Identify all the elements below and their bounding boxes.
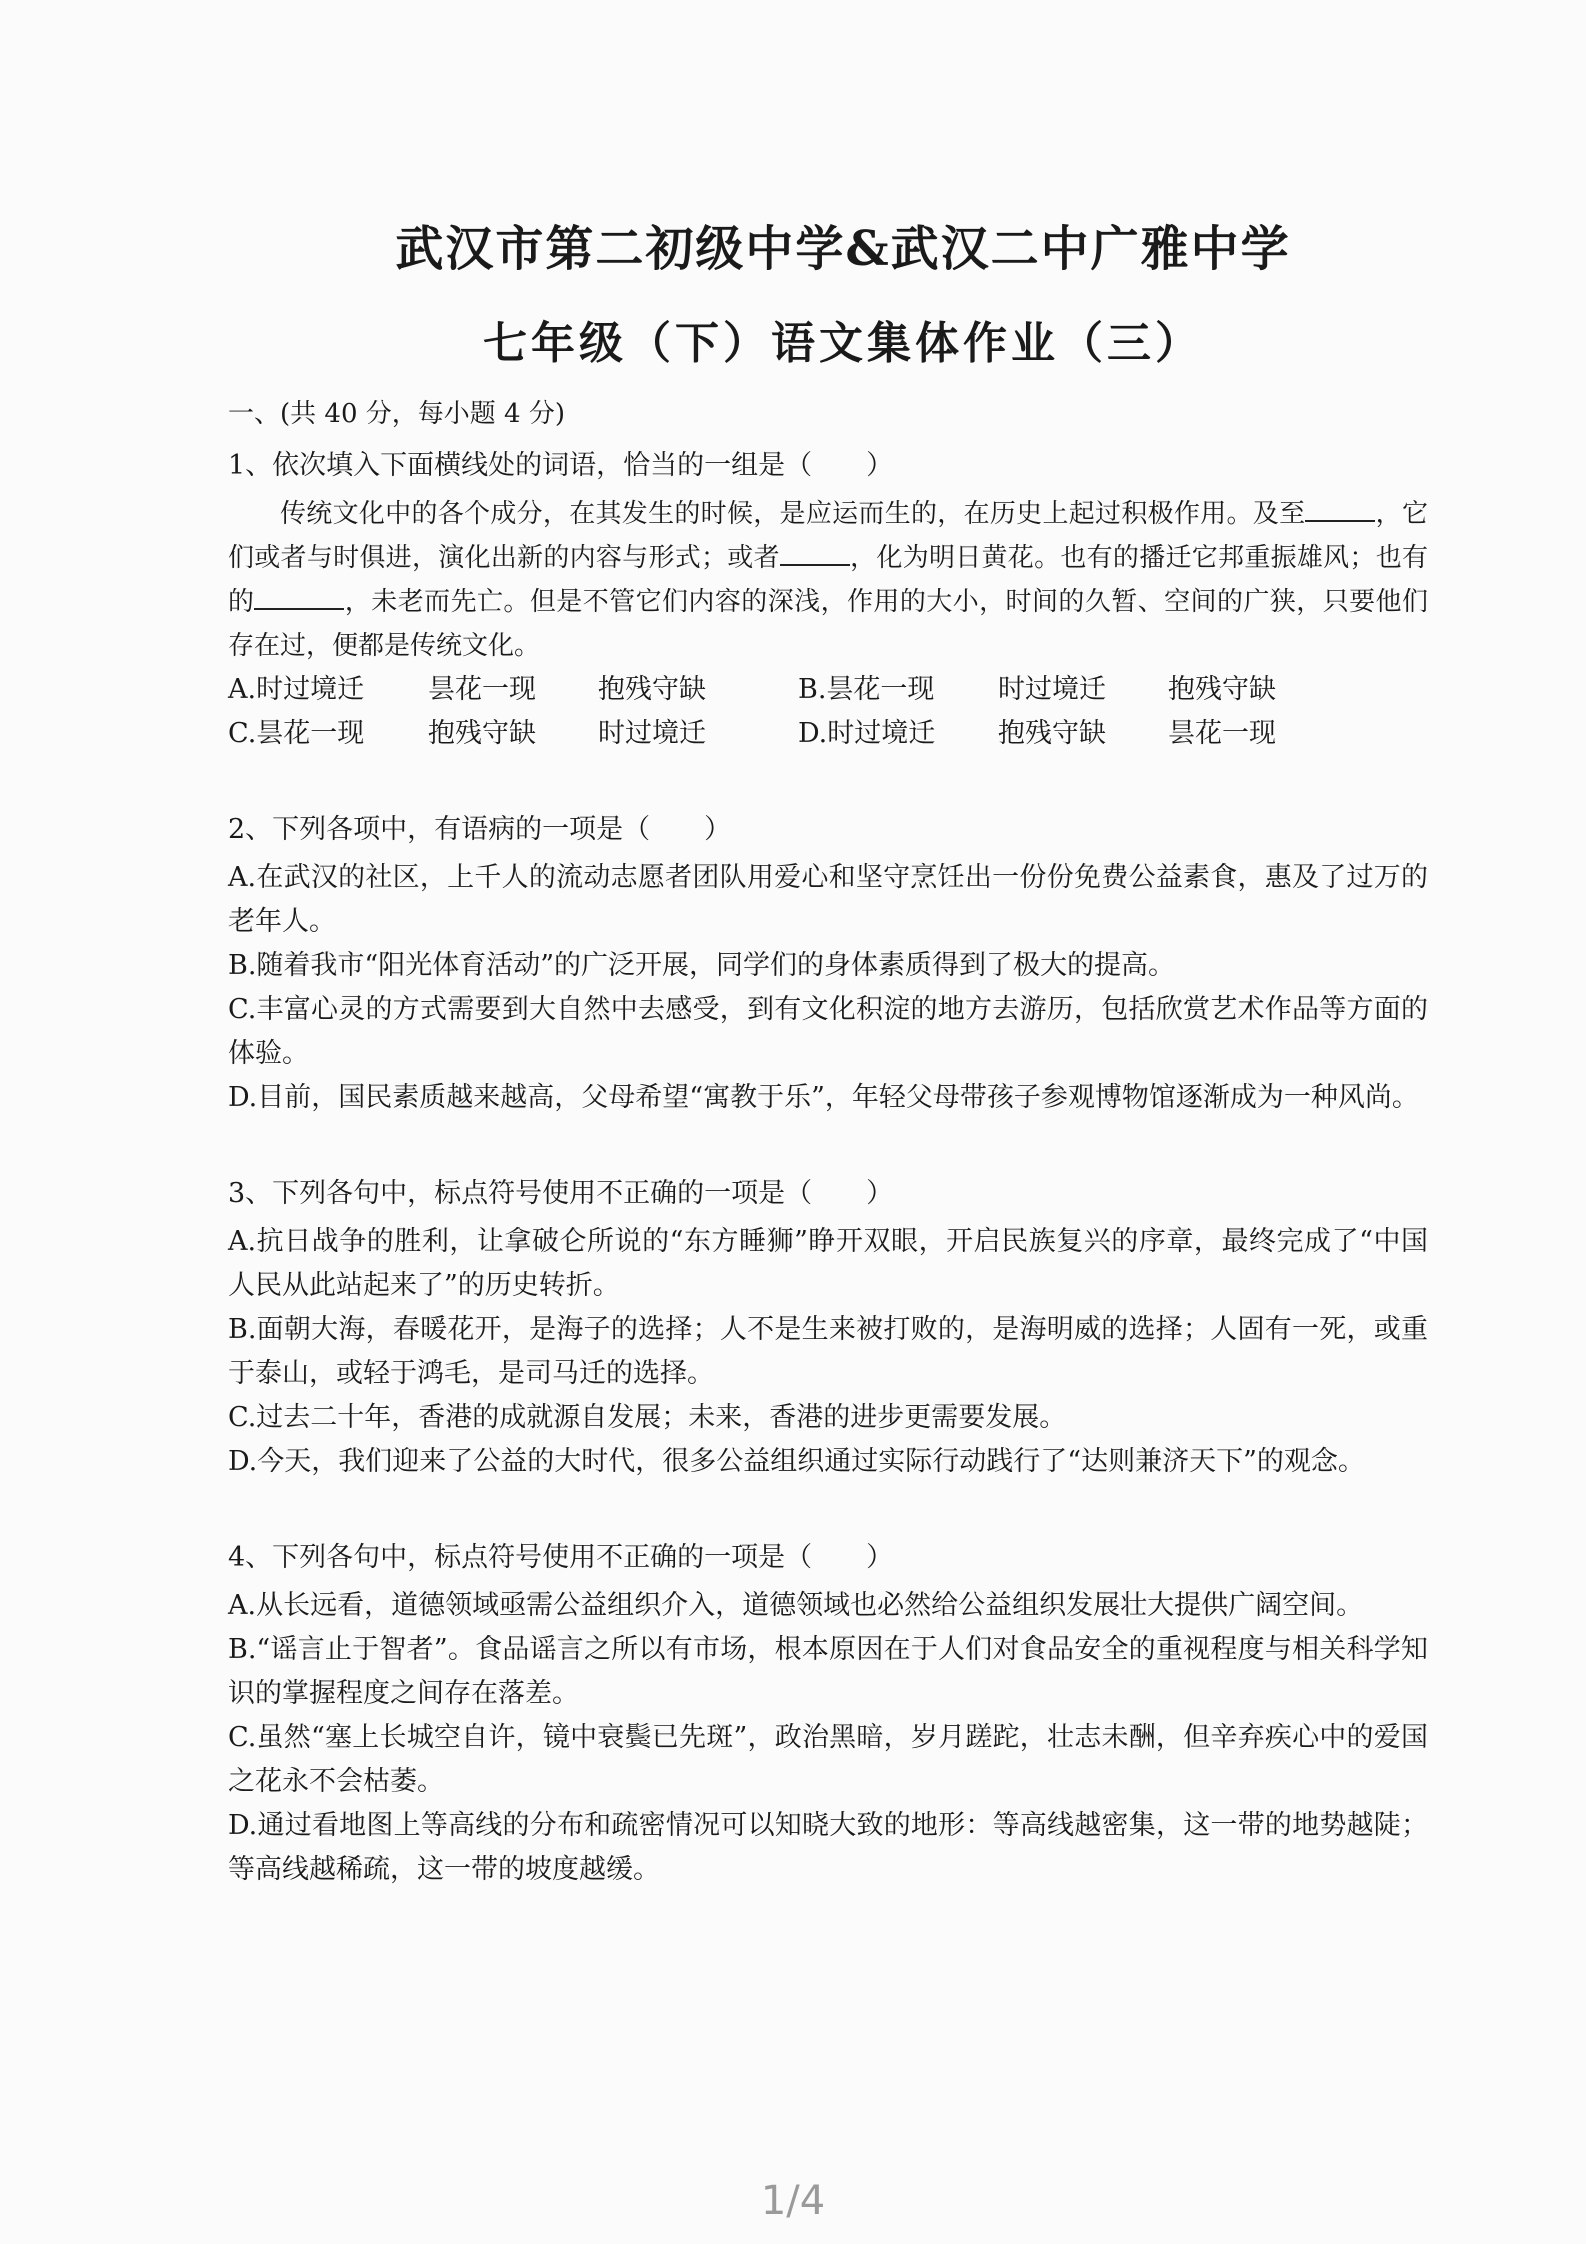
question-3-stem: 3、下列各句中，标点符号使用不正确的一项是（ ）: [228, 1178, 894, 1209]
passage-text: 传统文化中的各个成分，在其发生的时候，是应运而生的，在历史上起过积极作用。及至: [280, 499, 1306, 529]
passage-text: ，它们或者与时俱进，演化出新的内容与形式；或者: [228, 499, 1428, 573]
option-d: D.时过境迁: [798, 718, 936, 749]
question-1-passage: [228, 492, 1428, 668]
option-c: C.丰富心灵的方式需要到大自然中去感受，到有文化积淀的地方去游历，包括欣赏艺术作品等方面的体验。: [228, 994, 1428, 1069]
option-d-word: 昙花一现: [1168, 718, 1276, 749]
passage-text: ，未老而先亡。但是不管它们内容的深浅，作用的大小，时间的久暂、空间的广狭，只要他们存在过，便都是传统文化。: [228, 587, 1428, 661]
option-d: D.目前，国民素质越来越高，父母希望“寓教于乐”，年轻父母带孩子参观博物馆逐渐成为一种风尚。: [228, 1082, 1419, 1113]
option-a: A.在武汉的社区，上千人的流动志愿者团队用爱心和坚守烹饪出一份份免费公益素食，惠及了过万的老年人。: [228, 862, 1428, 937]
option-c: C.过去二十年，香港的成就源自发展；未来，香港的进步更需要发展。: [228, 1402, 1067, 1433]
option-d: D.今天，我们迎来了公益的大时代，很多公益组织通过实际行动践行了“达则兼济天下”的观念。: [228, 1446, 1365, 1477]
option-b: B.面朝大海，春暖花开，是海子的选择；人不是生来被打败的，是海明威的选择；人固有一死，或重于泰山，或轻于鸿毛，是司马迁的选择。: [228, 1314, 1428, 1389]
option-a: A.时过境迁: [228, 674, 365, 705]
blank-2[interactable]: [780, 538, 850, 566]
exam-page: [228, 210, 1428, 1892]
option-c: C.昙花一现: [228, 718, 365, 749]
question-2-stem: 2、下列各项中，有语病的一项是（ ）: [228, 814, 732, 845]
question-4-stem: 4、下列各句中，标点符号使用不正确的一项是（ ）: [228, 1542, 894, 1573]
page-indicator: 1/4: [760, 2178, 826, 2224]
section-heading: 一、(共 40 分，每小题 4 分): [228, 399, 565, 429]
option-b: B.“谣言止于智者”。食品谣言之所以有市场，根本原因在于人们对食品安全的重视程度与相关科学知识的掌握程度之间存在落差。: [228, 1634, 1428, 1709]
option-b: B.随着我市“阳光体育活动”的广泛开展，同学们的身体素质得到了极大的提高。: [228, 950, 1176, 981]
option-a: A.从长远看，道德领域亟需公益组织介入，道德领域也必然给公益组织发展壮大提供广阔空间。: [228, 1590, 1364, 1621]
option-d-word: 抱残守缺: [998, 718, 1106, 749]
options-row: [228, 668, 1428, 712]
question-1-stem: 1、依次填入下面横线处的词语，恰当的一组是（ ）: [228, 450, 894, 481]
option-b: B.昙花一现: [798, 674, 935, 705]
option-c-word: 抱残守缺: [428, 718, 536, 749]
question-4: [228, 1536, 1428, 1892]
options-row: [228, 712, 1428, 756]
option-d: D.通过看地图上等高线的分布和疏密情况可以知晓大致的地形：等高线越密集，这一带的地势越陡；等高线越稀疏，这一带的坡度越缓。: [228, 1810, 1428, 1885]
option-b-word: 抱残守缺: [1168, 674, 1276, 705]
option-b-word: 时过境迁: [998, 674, 1106, 705]
exam-title: 七年级（下）语文集体作业（三）: [483, 318, 1203, 369]
option-c: C.虽然“塞上长城空自许，镜中衰鬓已先斑”，政治黑暗，岁月蹉跎，壮志未酬，但辛弃疾心中的爱国之花永不会枯萎。: [228, 1722, 1428, 1797]
question-3: [228, 1172, 1428, 1484]
question-1: [228, 444, 1428, 756]
option-a-word: 抱残守缺: [598, 674, 706, 705]
question-2: [228, 808, 1428, 1120]
school-title: 武汉市第二初级中学&武汉二中广雅中学: [395, 221, 1291, 277]
blank-1[interactable]: [1305, 494, 1375, 522]
blank-3[interactable]: [254, 582, 344, 610]
passage-text: ，化为明日黄花。也有的播迁它邦重振雄风；也有的: [228, 543, 1428, 617]
option-c-word: 时过境迁: [598, 718, 706, 749]
option-a-word: 昙花一现: [428, 674, 536, 705]
option-a: A.抗日战争的胜利，让拿破仑所说的“东方睡狮”睁开双眼，开启民族复兴的序章，最终完成了“中国人民从此站起来了”的历史转折。: [228, 1226, 1428, 1301]
